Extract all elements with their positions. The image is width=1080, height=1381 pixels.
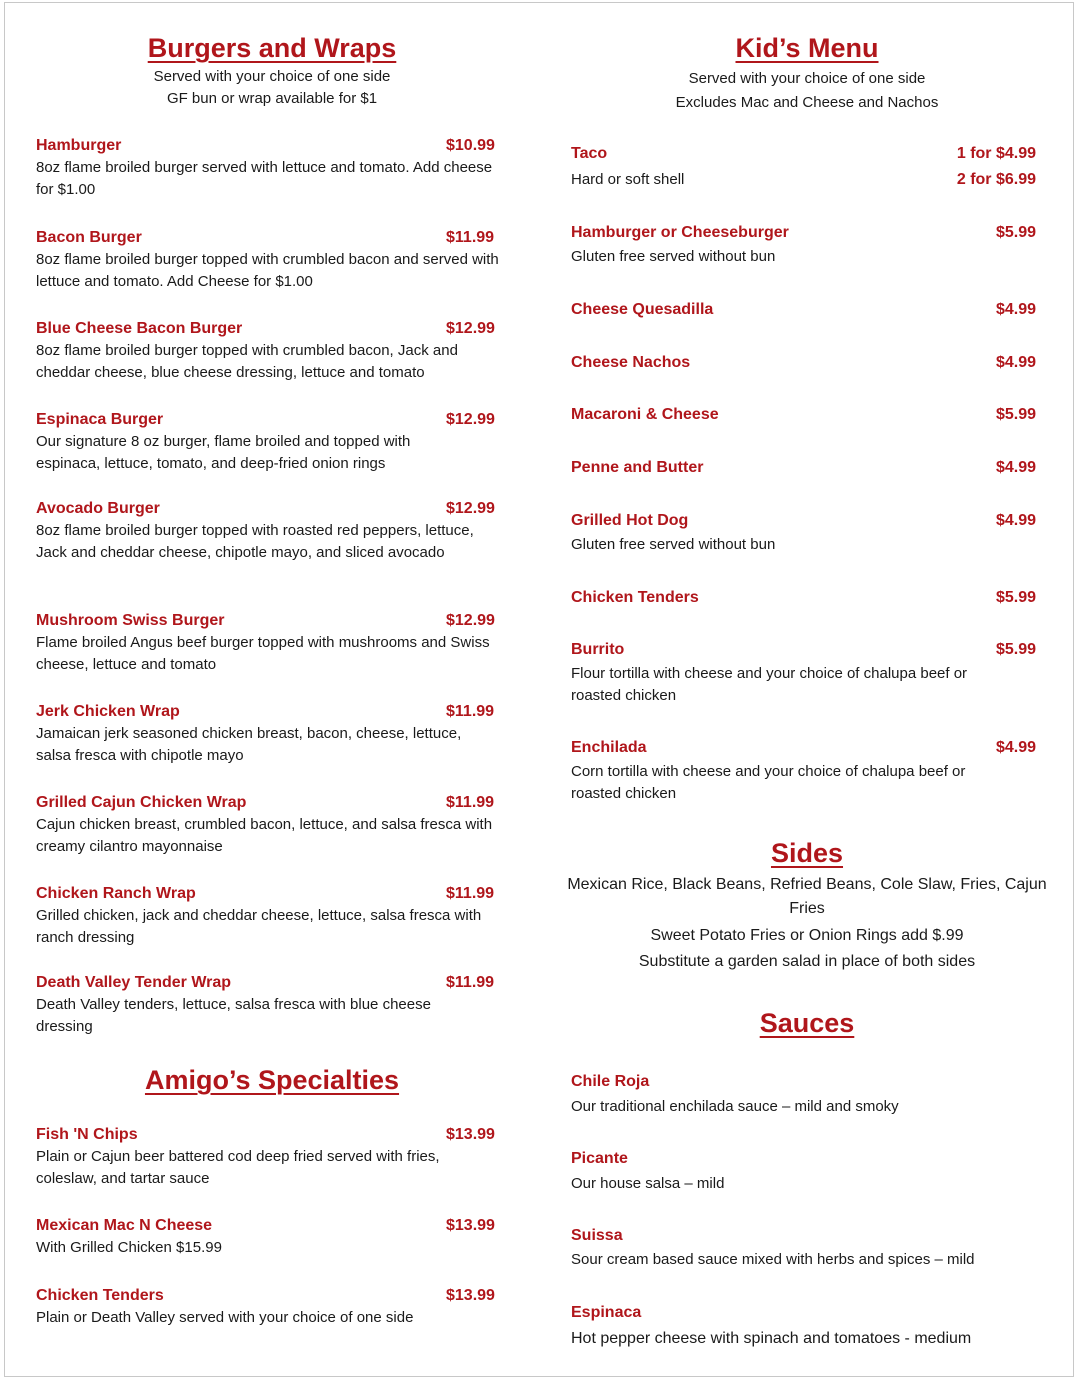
menu-item-description: 8oz flame broiled burger topped with crumbled bacon, Jack and cheddar cheese, blue cheese dressing, lettuce and tomato <box>36 342 458 381</box>
menu-item-price: $4.99 <box>995 739 1036 756</box>
menu-item-price: $11.99 <box>446 794 495 811</box>
burgers-subtitle-gf: GF bun or wrap available for $1 <box>166 90 378 107</box>
sauce-description: Our house salsa – mild <box>571 1175 725 1192</box>
sides-list: Mexican Rice, Black Beans, Refried Beans, Cole Slaw, Fries, Cajun Fries <box>567 876 1047 917</box>
burgers-subtitle-side: Served with your choice of one side <box>153 68 391 85</box>
burgers-heading: Burgers and Wraps <box>147 33 397 63</box>
menu-item-name: Chicken Ranch Wrap <box>36 885 196 902</box>
menu-item-description: 8oz flame broiled burger served with lettuce and tomato. Add cheese for $1.00 <box>36 159 493 198</box>
menu-item-price: $10.99 <box>446 137 495 154</box>
menu-item-price: 1 for $4.99 <box>956 145 1036 162</box>
menu-item-name: Fish 'N Chips <box>36 1126 138 1143</box>
sauce-name: Suissa <box>571 1227 623 1244</box>
menu-item-price: $12.99 <box>446 411 495 428</box>
sauce-description: Sour cream based sauce mixed with herbs and spices – mild <box>571 1251 975 1268</box>
menu-item-name: Espinaca Burger <box>36 411 164 428</box>
menu-item-description: Plain or Death Valley served with your choice of one side <box>36 1309 414 1326</box>
menu-item-price: $13.99 <box>446 1217 495 1234</box>
menu-item-name: Cheese Nachos <box>571 354 691 371</box>
sauce-name: Picante <box>571 1150 628 1167</box>
sides-heading: Sides <box>770 838 844 868</box>
menu-item-price-secondary: 2 for $6.99 <box>956 171 1036 188</box>
menu-item-name: Grilled Cajun Chicken Wrap <box>36 794 247 811</box>
menu-item-price: $5.99 <box>995 224 1036 241</box>
kids-menu-heading: Kid’s Menu <box>735 33 879 63</box>
menu-item-name: Chicken Tenders <box>571 589 699 606</box>
menu-item-price: $13.99 <box>446 1287 495 1304</box>
menu-item-name: Jerk Chicken Wrap <box>36 703 180 720</box>
menu-item-description: Jamaican jerk seasoned chicken breast, bacon, cheese, lettuce, salsa fresca with chipotle mayo <box>36 725 462 764</box>
menu-item-price: $11.99 <box>446 885 495 902</box>
menu-item-price: $12.99 <box>446 500 495 517</box>
menu-item-name: Penne and Butter <box>571 459 704 476</box>
menu-item-name: Chicken Tenders <box>36 1287 164 1304</box>
menu-item-price: $11.99 <box>446 229 495 246</box>
menu-item-price: $5.99 <box>995 641 1036 658</box>
menu-item-description: Flame broiled Angus beef burger topped with mushrooms and Swiss cheese, lettuce and tomato <box>36 634 490 673</box>
menu-item-description: Hard or soft shell <box>571 171 685 188</box>
menu-item-description: Gluten free served without bun <box>571 248 776 265</box>
menu-item-description: 8oz flame broiled burger topped with crumbled bacon and served with lettuce and tomato. Add Cheese for $1.00 <box>36 251 499 290</box>
menu-item-description: Our signature 8 oz burger, flame broiled and topped with espinaca, lettuce, tomato, and deep-fried onion rings <box>36 433 411 472</box>
menu-item-name: Taco <box>571 145 608 162</box>
menu-item-name: Grilled Hot Dog <box>571 512 689 529</box>
menu-item-name: Macaroni & Cheese <box>571 406 719 423</box>
menu-item-price: $11.99 <box>446 703 495 720</box>
sides-salad-note: Substitute a garden salad in place of both sides <box>638 953 976 970</box>
menu-item-name: Bacon Burger <box>36 229 142 246</box>
sauce-description: Our traditional enchilada sauce – mild and smoky <box>571 1098 899 1115</box>
menu-item-price: $4.99 <box>995 354 1036 371</box>
menu-item-price: $5.99 <box>995 589 1036 606</box>
menu-item-price: $5.99 <box>995 406 1036 423</box>
specialties-heading: Amigo’s Specialties <box>144 1065 400 1095</box>
menu-item-price: $12.99 <box>446 612 495 629</box>
menu-item-description: Corn tortilla with cheese and your choice of chalupa beef or roasted chicken <box>571 763 966 802</box>
menu-item-name: Death Valley Tender Wrap <box>36 974 232 991</box>
sauces-heading: Sauces <box>759 1008 855 1038</box>
menu-item-description: Plain or Cajun beer battered cod deep fried served with fries, coleslaw, and tartar sauce <box>36 1148 440 1187</box>
menu-item-description: With Grilled Chicken $15.99 <box>36 1239 222 1256</box>
menu-item-description: Gluten free served without bun <box>571 536 776 553</box>
menu-item-description: Grilled chicken, jack and cheddar cheese, lettuce, salsa fresca with ranch dressing <box>36 907 482 946</box>
menu-item-price: $4.99 <box>995 512 1036 529</box>
menu-item-price: $12.99 <box>446 320 495 337</box>
menu-item-name: Avocado Burger <box>36 500 160 517</box>
kids-subtitle-excludes: Excludes Mac and Cheese and Nachos <box>675 94 939 111</box>
menu-item-name: Burrito <box>571 641 625 658</box>
menu-item-name: Hamburger <box>36 137 122 154</box>
menu-item-name: Hamburger or Cheeseburger <box>571 224 789 241</box>
menu-item-name: Mexican Mac N Cheese <box>36 1217 213 1234</box>
menu-item-price: $11.99 <box>446 974 495 991</box>
menu-item-description: Cajun chicken breast, crumbled bacon, lettuce, and salsa fresca with creamy cilantro mayonnaise <box>36 816 493 855</box>
menu-item-name: Blue Cheese Bacon Burger <box>36 320 243 337</box>
kids-subtitle-side: Served with your choice of one side <box>688 70 926 87</box>
menu-item-description: Death Valley tenders, lettuce, salsa fresca with blue cheese dressing <box>36 996 431 1035</box>
menu-item-price: $13.99 <box>446 1126 495 1143</box>
menu-item-description: 8oz flame broiled burger topped with roasted red peppers, lettuce, Jack and cheddar cheese, chipotle mayo, and sliced avocado <box>36 522 474 561</box>
sides-upgrade-note: Sweet Potato Fries or Onion Rings add $.99 <box>650 927 964 944</box>
sauce-description: Hot pepper cheese with spinach and tomatoes - medium <box>571 1330 972 1347</box>
menu-item-price: $4.99 <box>995 459 1036 476</box>
menu-item-price: $4.99 <box>995 301 1036 318</box>
sauce-name: Chile Roja <box>571 1073 650 1090</box>
menu-item-name: Enchilada <box>571 739 647 756</box>
menu-item-description: Flour tortilla with cheese and your choice of chalupa beef or roasted chicken <box>571 665 968 704</box>
menu-item-name: Cheese Quesadilla <box>571 301 714 318</box>
menu-item-name: Mushroom Swiss Burger <box>36 612 225 629</box>
sauce-name: Espinaca <box>571 1304 642 1321</box>
